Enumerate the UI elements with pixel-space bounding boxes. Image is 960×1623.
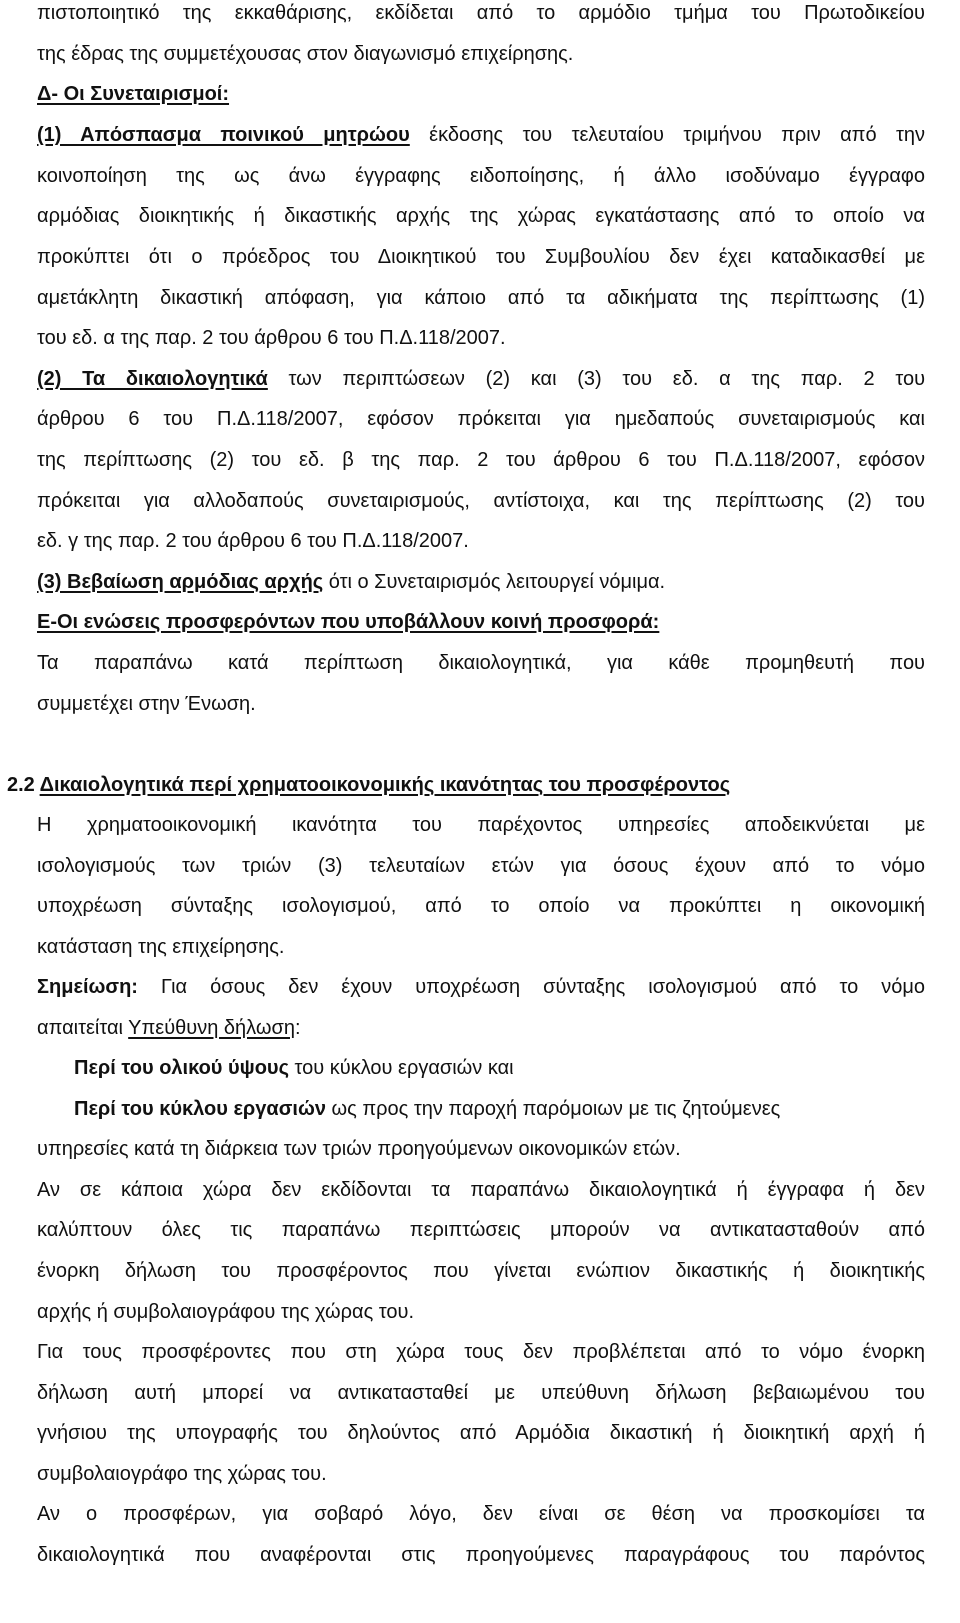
text-line: Αν ο προσφέρων, για σοβαρό λόγο, δεν είναι σε θέση να προσκομίσει τα [37,1503,925,1525]
text-line: ισολογισμούς των τριών (3) τελευταίων ετών για όσους έχουν από το νόμο [37,855,925,877]
note-label: Σημείωση: [37,976,138,998]
section-title: Δικαιολογητικά περί χρηματοοικονομικής ικανότητας του προσφέροντος [39,774,731,796]
text-line: εδ. γ της παρ. 2 του άρθρου 6 του Π.Δ.118/2007. [37,530,469,552]
text-line: Η χρηματοοικονομική ικανότητα του παρέχοντος υπηρεσίες αποδεικνύεται με [37,814,925,836]
text-line: συμμετέχει στην Ένωση. [37,693,256,715]
text-line: αρμόδιας διοικητικής ή δικαστικής αρχής της χώρας εγκατάστασης από το οποίο να [37,205,925,227]
item-text: του κύκλου εργασιών και [288,1057,514,1079]
text-line: γνήσιου της υπογραφής του δηλούντος από Αρμόδια δικαστική ή διοικητική αρχή ή [37,1422,925,1444]
item-lead: Περί του ολικού ύψους [74,1057,289,1079]
item-lead: (1) Απόσπασμα ποινικού μητρώου [37,124,410,146]
item-lead: (3) Βεβαίωση αρμόδιας αρχής [37,571,324,593]
section-heading-cooperatives: Δ- Οι Συνεταιρισμοί: [37,83,230,105]
text-line [37,567,665,597]
note-text: Για όσους δεν έχουν υποχρέωση σύνταξης ισολογισμού από το νόμο [137,976,925,998]
text-line: κοινοποίηση της ως άνω έγγραφης ειδοποίησης, ή άλλο ισοδύναμο έγγραφο [37,165,925,187]
text-line [37,1013,301,1043]
text-line: υπηρεσίες κατά τη διάρκεια των τριών προηγούμενων οικονομικών ετών. [37,1138,681,1160]
item-lead: (2) Τα δικαιολογητικά [37,368,268,390]
text-line: αμετάκλητη δικαστική απόφαση, για κάποιο από τα αδικήματα της περίπτωσης (1) [37,287,925,309]
text-fragment: απαιτείται [37,1017,129,1039]
section-number: 2.2 [7,774,40,796]
text-line: πρόκειται για αλλοδαπούς συνεταιρισμούς, αντίστοιχα, και της περίπτωσης (2) του [37,490,925,512]
text-line [37,972,925,1002]
item-text: ότι ο Συνεταιρισμός λειτουργεί νόμιμα. [323,571,666,593]
text-line: κατάσταση της επιχείρησης. [37,936,285,958]
text-line [74,1053,514,1083]
text-line: της περίπτωσης (2) του εδ. β της παρ. 2 του άρθρου 6 του Π.Δ.118/2007, εφόσον [37,449,925,471]
text-line: Αν σε κάποια χώρα δεν εκδίδονται τα παραπάνω δικαιολογητικά ή έγγραφα ή δεν [37,1179,925,1201]
item-text: ως προς την παροχή παρόμοιων με τις ζητούμενες [325,1098,781,1120]
text-line [37,120,925,150]
text-line: δήλωση αυτή μπορεί να αντικατασταθεί με υπεύθυνη δήλωση βεβαιωμένου του [37,1382,925,1404]
item-text: έκδοσης του τελευταίου τριμήνου πριν από την [409,124,925,146]
text-line: αρχής ή συμβολαιογράφου της χώρας του. [37,1301,415,1323]
text-line: συμβολαιογράφο της χώρας του. [37,1463,327,1485]
item-text: των περιπτώσεων (2) και (3) του εδ. α της παρ. 2 του [267,368,926,390]
solemn-declaration-term: Υπεύθυνη δήλωση [128,1017,295,1039]
section-heading-joint-bidders: Ε-Οι ενώσεις προσφερόντων που υποβάλλουν κοινή προσφορά: [37,611,660,633]
text-line [74,1094,780,1124]
text-line: πιστοποιητικό της εκκαθάρισης, εκδίδεται από το αρμόδιο τμήμα του Πρωτοδικείου [37,2,925,24]
text-line: ένορκη δήλωση του προσφέροντος που γίνεται ενώπιον δικαστικής ή διοικητικής [37,1260,925,1282]
text-line: Τα παραπάνω κατά περίπτωση δικαιολογητικά, για κάθε προμηθευτή που [37,652,925,674]
text-line: δικαιολογητικά που αναφέρονται στις προηγούμενες παραγράφους του παρόντος [37,1544,925,1566]
text-line: άρθρου 6 του Π.Δ.118/2007, εφόσον πρόκειται για ημεδαπούς συνεταιρισμούς και [37,408,925,430]
text-line: του εδ. α της παρ. 2 του άρθρου 6 του Π.Δ.118/2007. [37,327,506,349]
item-lead: Περί του κύκλου εργασιών [74,1098,326,1120]
text-line [37,364,925,394]
text-line: Για τους προσφέροντες που στη χώρα τους δεν προβλέπεται από το νόμο ένορκη [37,1341,925,1363]
text-line: προκύπτει ότι ο πρόεδρος του Διοικητικού του Συμβουλίου δεν έχει καταδικασθεί με [37,246,925,268]
text-fragment: : [294,1017,301,1039]
text-line: υποχρέωση σύνταξης ισολογισμού, από το οποίο να προκύπτει η οικονομική [37,895,925,917]
section-heading-2-2 [7,770,730,800]
text-line: της έδρας της συμμετέχουσας στον διαγωνισμό επιχείρησης. [37,43,574,65]
text-line: καλύπτουν όλες τις παραπάνω περιπτώσεις μπορούν να αντικατασταθούν από [37,1219,925,1241]
